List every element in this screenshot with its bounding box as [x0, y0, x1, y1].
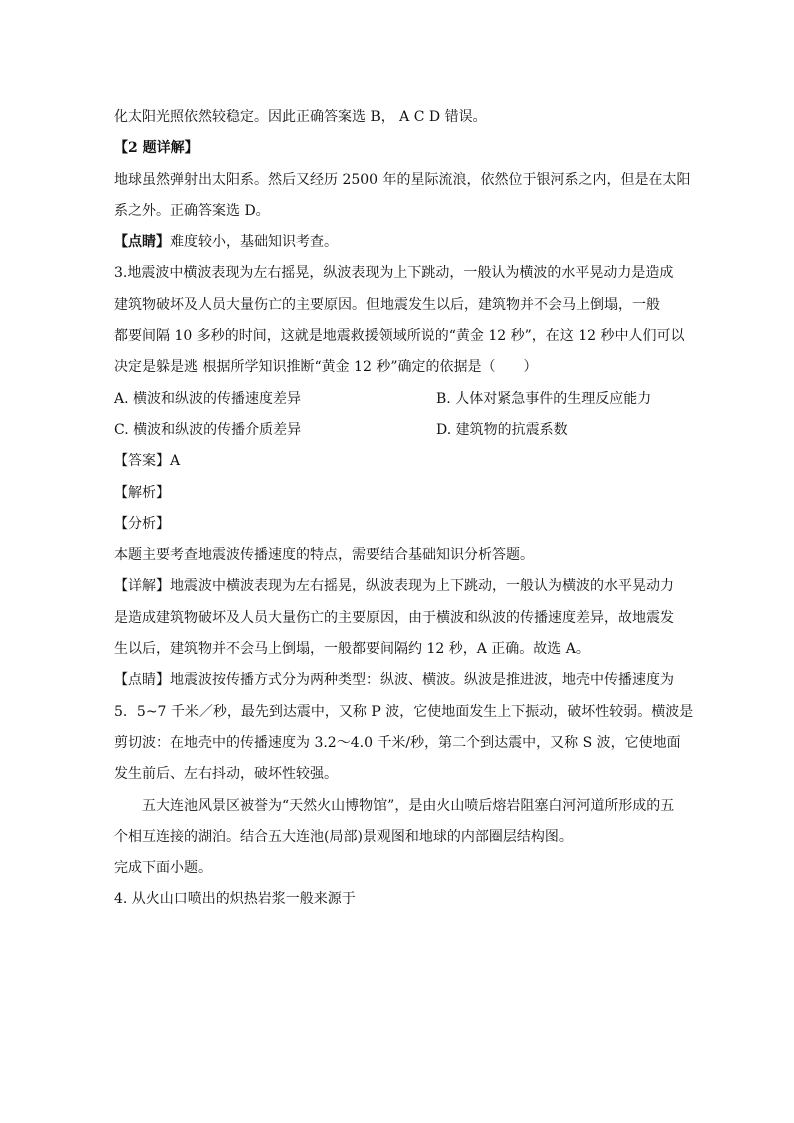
option-d: D. 建筑物的抗震系数 [436, 421, 568, 438]
question-3-line: 都要间隔 10 多秒的时间，这就是地震救援领域所说的“黄金 12 秒”，在这 12 秒中人们可以 [114, 328, 685, 345]
answer-line: 【答案】A [114, 453, 181, 470]
detail-line [114, 571, 684, 602]
document-page [114, 102, 694, 916]
detail-line: 生以后，建筑物并不会马上倒塌，一般都要间隔约 12 秒，A 正确。故选 A。 [114, 641, 590, 658]
question-3-line: 建筑物破坏及人员大量伤亡的主要原因。但地震发生以后，建筑物并不会马上倒塌，一般 [114, 296, 660, 313]
passage-line: 五大连池风景区被誉为“天然火山博物馆”，是由火山喷后熔岩阻塞白河河道所形成的五 [142, 797, 675, 814]
text-line: 地球虽然弹射出太阳系。然后又经历 2500 年的星际流浪，依然位于银河系之内，但是在太阳 [114, 171, 691, 188]
option-b: B. 人体对紧急事件的生理反应能力 [436, 390, 652, 407]
question-4-line: 4. 从火山口喷出的炽热岩浆一般来源于 [114, 891, 356, 908]
tip-line: 5．5~7 千米／秒，最先到达震中，又称 P 波，它使地面发生上下振动，破坏性较弱。横波是 [114, 703, 694, 720]
detail-line: 是造成建筑物破坏及人员大量伤亡的主要原因，由于横波和纵波的传播速度差异，故地震发 [114, 609, 674, 626]
text-line: 本题主要考查地震波传播速度的特点，需要结合基础知识分析答题。 [114, 547, 534, 564]
tip-tag: 【点睛】 [114, 234, 170, 251]
tip-line [114, 227, 684, 258]
passage-line: 个相互连接的湖泊。结合五大连池(局部)景观图和地球的内部圈层结构图。 [114, 828, 573, 845]
tip-line [114, 665, 684, 696]
tip-line: 发生前后、左右抖动，破坏性较强。 [114, 766, 338, 783]
tip-tag: 【点睛】 [114, 672, 170, 689]
analysis-heading: 【解析】 [114, 484, 170, 501]
options-row [114, 384, 684, 415]
detail-text: 地震波中横波表现为左右摇晃，纵波表现为上下跳动，一般认为横波的水平晃动力 [170, 578, 674, 595]
option-a: A. 横波和纵波的传播速度差异 [114, 390, 302, 407]
tip-text: 地震波按传播方式分为两种类型：纵波、横波。纵波是推进波，地壳中传播速度为 [170, 672, 674, 689]
question-3-line: 决定是躲是逃 根据所学知识推断“黄金 12 秒”确定的依据是（ ） [114, 359, 538, 376]
tip-line: 剪切波：在地壳中的传播速度为 3.2～4.0 千米/秒，第二个到达震中，又称 S 波，它使地面 [114, 734, 681, 751]
detail-tag: 【详解】 [114, 578, 170, 595]
section-heading: 【2 题详解】 [114, 140, 199, 157]
analysis-sub-heading: 【分析】 [114, 515, 170, 532]
tip-text: 难度较小，基础知识考查。 [170, 234, 338, 251]
option-c: C. 横波和纵波的传播介质差异 [114, 421, 302, 438]
text-line: 化太阳光照依然较稳定。因此正确答案选 B， A C D 错误。 [114, 109, 487, 125]
text-line: 系之外。正确答案选 D。 [114, 202, 270, 219]
options-row [114, 415, 684, 446]
passage-line: 完成下面小题。 [114, 860, 212, 877]
question-3-line: 3.地震波中横波表现为左右摇晃，纵波表现为上下跳动，一般认为横波的水平晃动力是造成 [114, 265, 674, 282]
